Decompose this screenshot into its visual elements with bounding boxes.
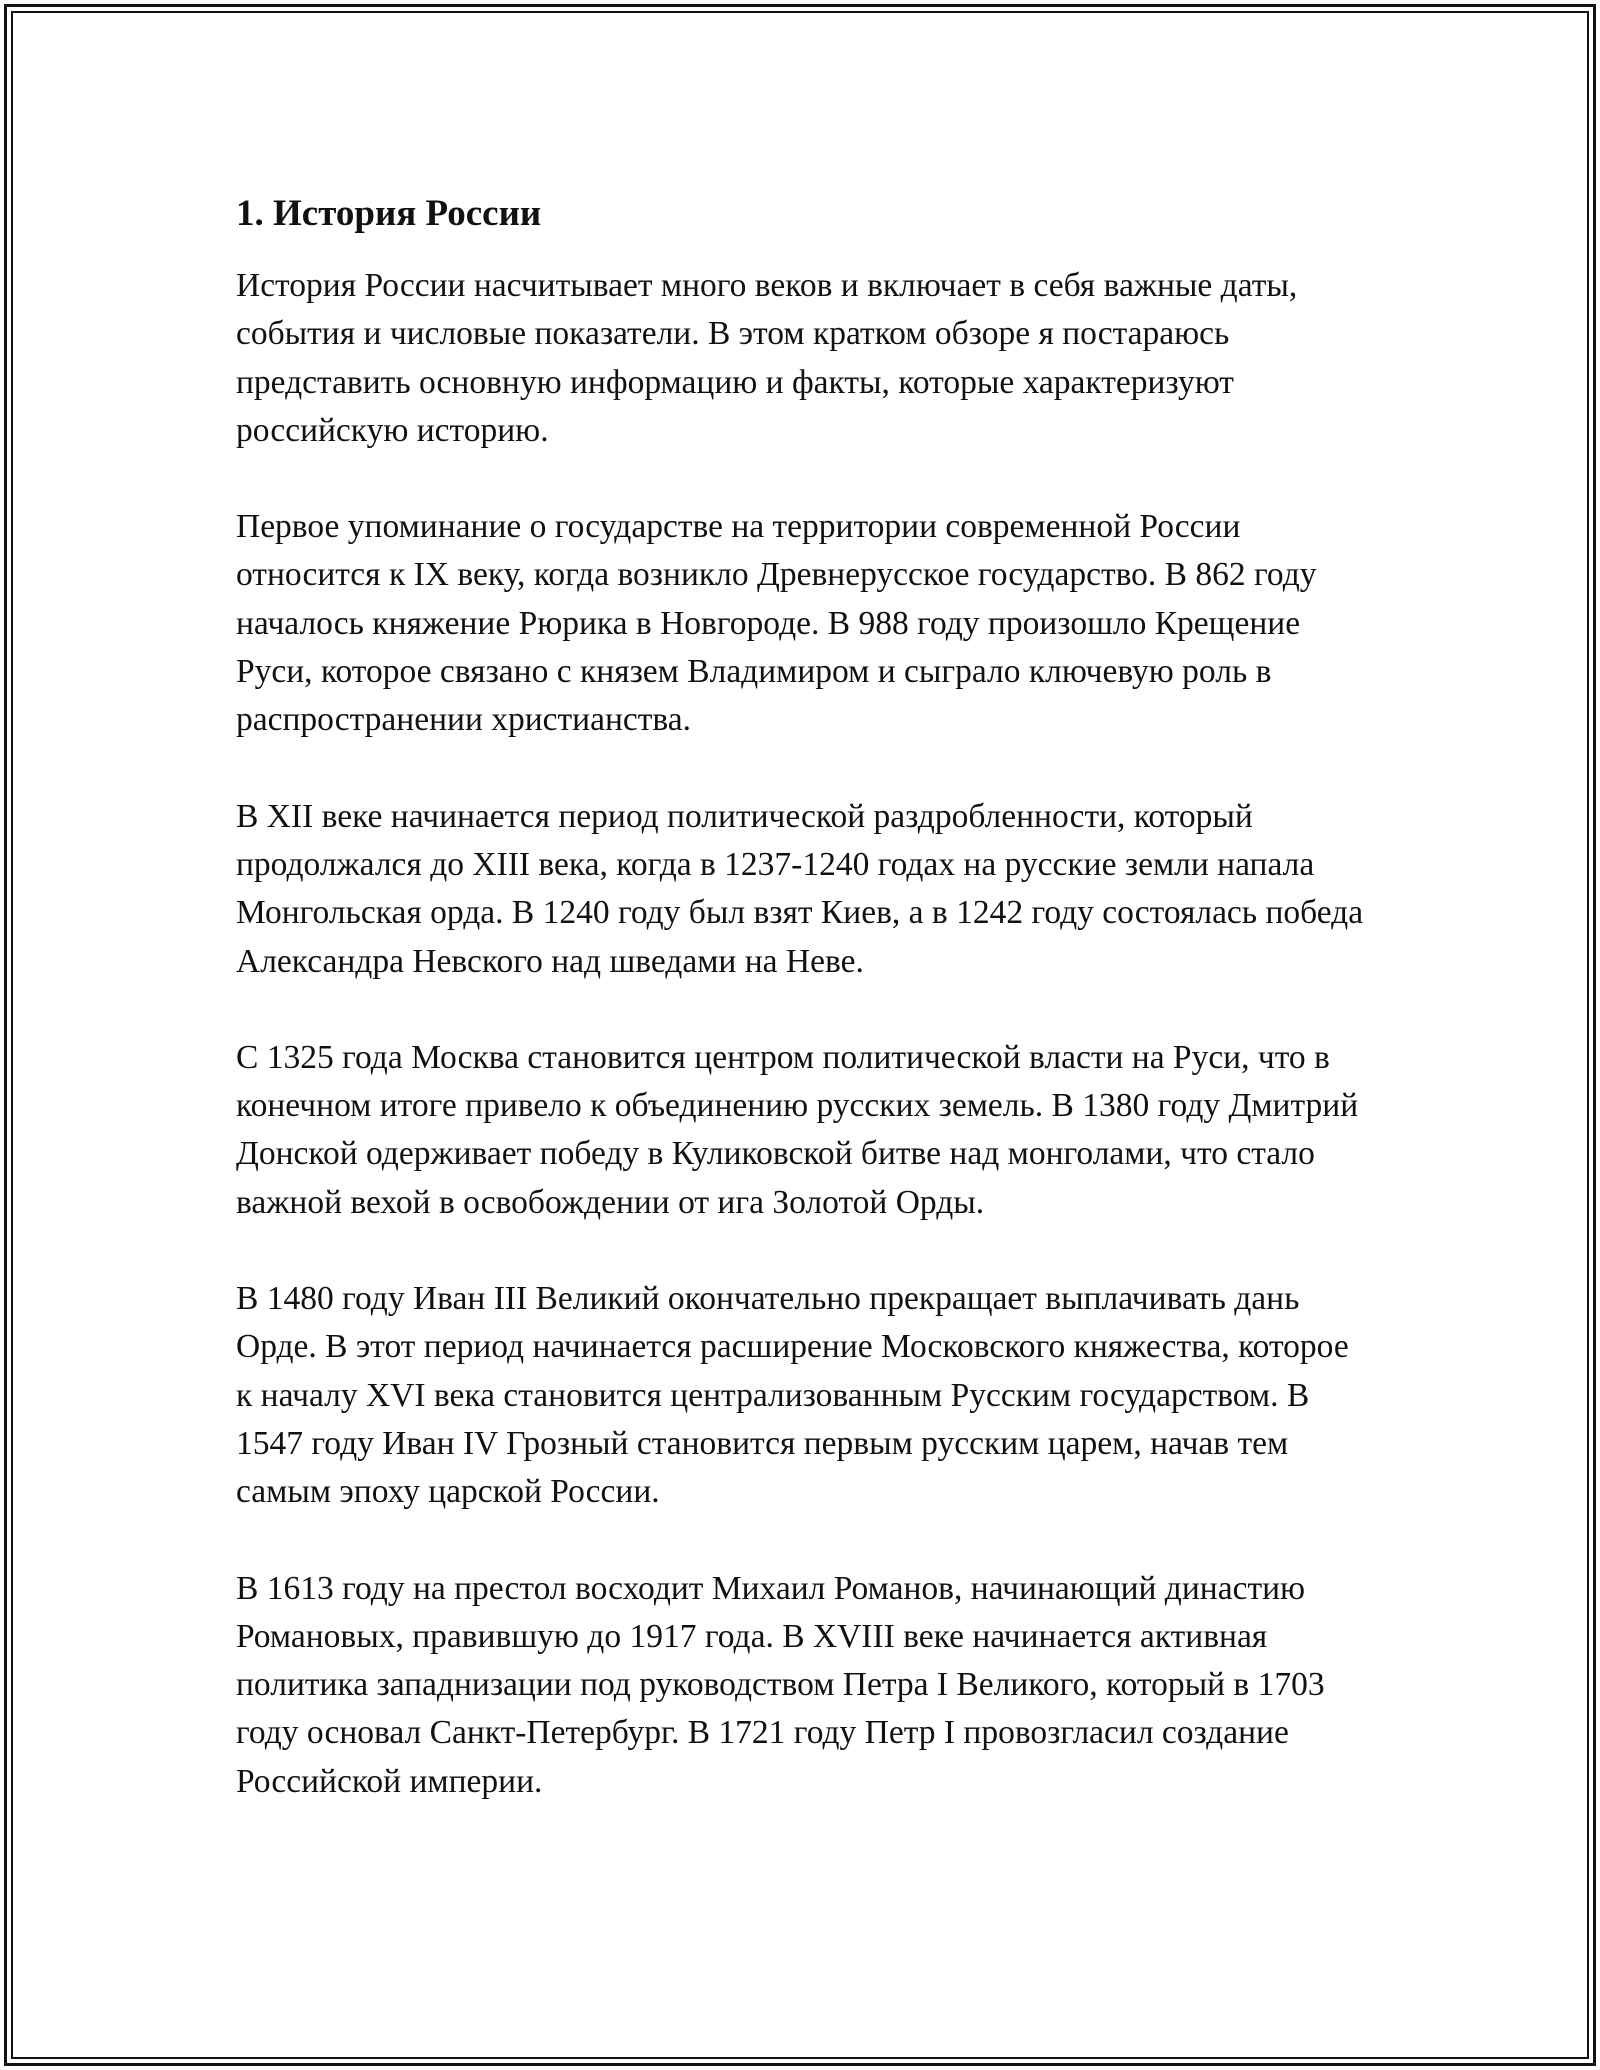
section-title: 1. История России	[236, 193, 542, 234]
paragraph-romanovs: В 1613 году на престол восходит Михаил Романов, начинающий династию Романовых, правившую до 1917 года. В XVIII веке начинается активная политика западнизации под руководством Петра I Великого, который в 1703 году основал Санкт-Петербург. В 1721 году Петр I провозгласил создание Российской империи.	[236, 1569, 1325, 1800]
paragraph-fragmentation: В XII веке начинается период политической раздробленности, который продолжался до XIII века, когда в 1237-1240 годах на русские земли напала Монгольская орда. В 1240 году был взят Киев, а в 1242 году состоялась победа Александра Невского над шведами на Неве.	[236, 797, 1364, 980]
document-body	[236, 188, 1366, 1854]
paragraph-ivan-era: В 1480 году Иван III Великий окончательно прекращает выплачивать дань Орде. В этот период начинается расширение Московского княжества, которое к началу XVI века становится централизованным Русским государством. В 1547 году Иван IV Грозный становится первым русским царем, начав тем самым эпоху царской России.	[236, 1280, 1349, 1511]
paragraph-moscow-rise: С 1325 года Москва становится центром политической власти на Руси, что в конечном итоге привело к объединению русских земель. В 1380 году Дмитрий Донской одерживает победу в Куликовской битве над монголами, что стало важной вехой в освобождении от ига Золотой Орды.	[236, 1038, 1359, 1221]
paragraph-intro: История России насчитывает много веков и включает в себя важные даты, события и числовые показатели. В этом кратком обзоре я постараюсь представить основную информацию и факты, которые характеризуют российскую историю.	[236, 267, 1298, 449]
paragraph-early-rus: Первое упоминание о государстве на территории современной России относится к IX веку, когда возникло Древнерусское государство. В 862 году началось княжение Рюрика в Новгороде. В 988 году произошло Крещение Руси, которое связано с князем Владимиром и сыграло ключевую роль в распространении христианства.	[236, 508, 1317, 739]
